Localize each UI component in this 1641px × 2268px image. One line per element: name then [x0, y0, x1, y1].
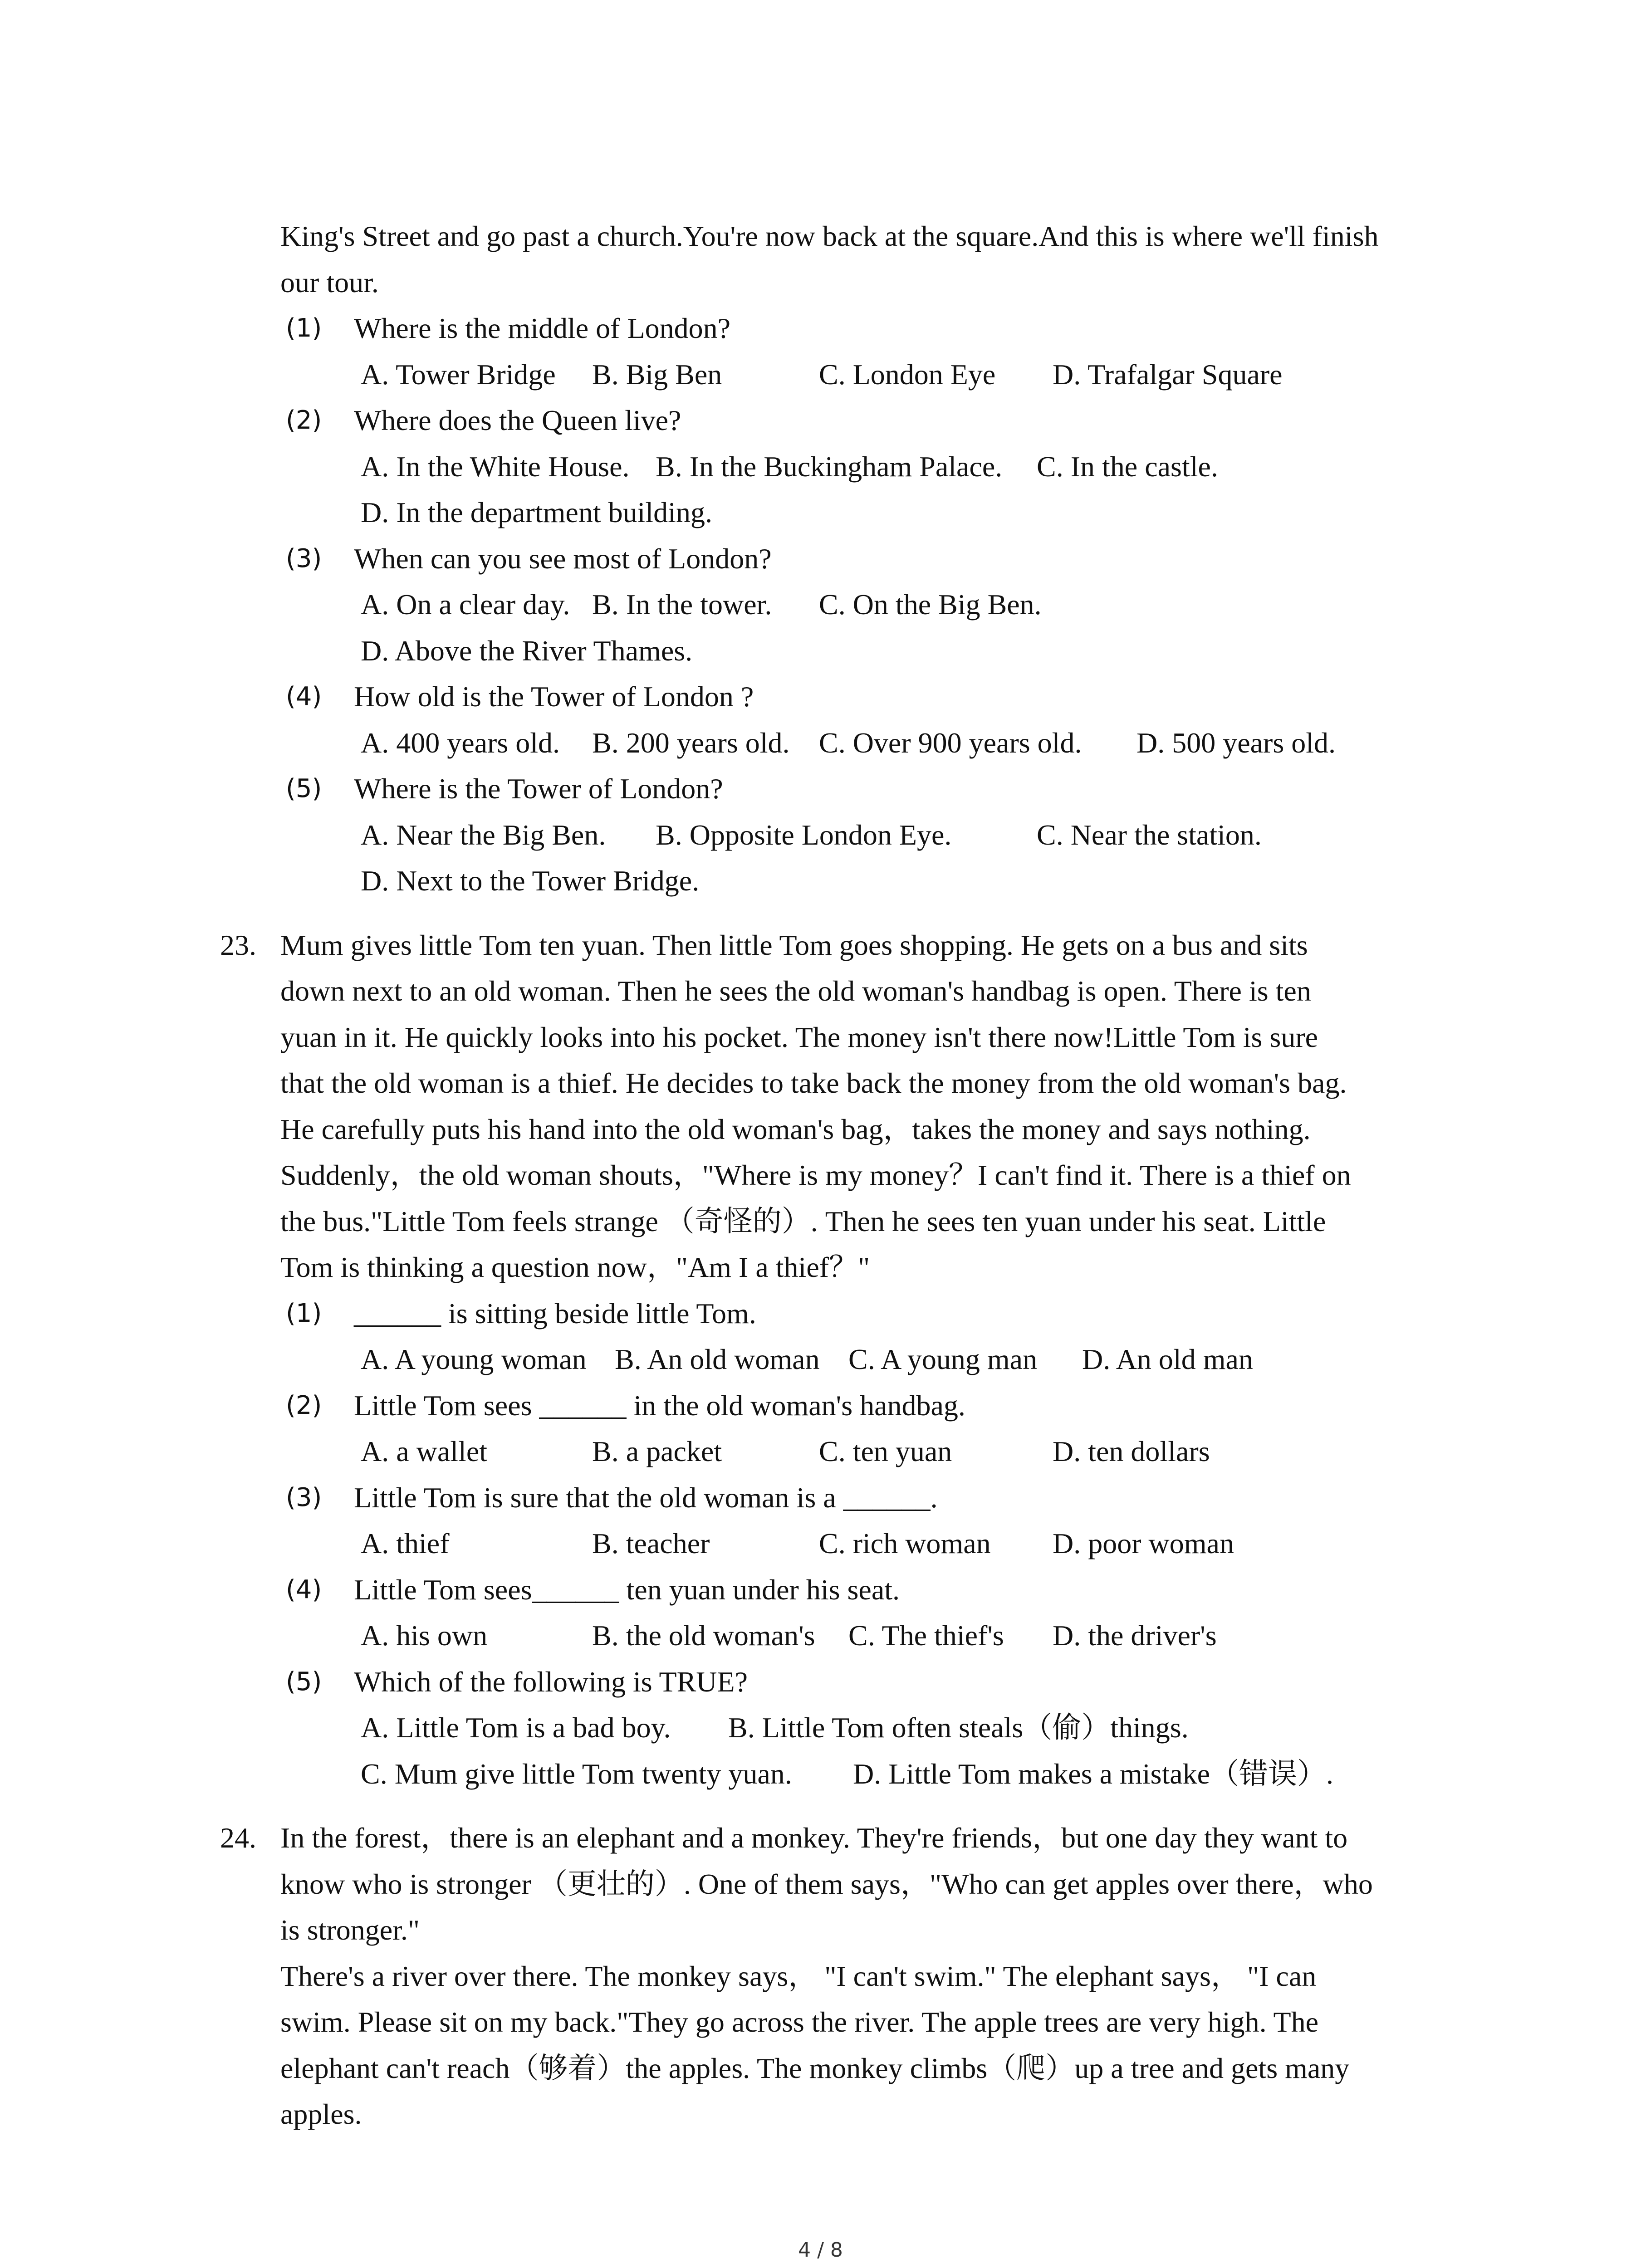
answer-option: C. ten yuan [819, 1435, 952, 1467]
subquestion-number: (3) [286, 1482, 322, 1512]
passage-line: In the forest，there is an elephant and a monkey. They're friends，but one day they want to [280, 1822, 1348, 1854]
question-passage [220, 922, 1472, 1290]
answer-option: A. his own [361, 1619, 488, 1652]
options-row [220, 582, 1472, 628]
subquestion-number: (5) [286, 1667, 322, 1696]
subquestion-text: Little Tom sees ______ in the old woman's handbag. [354, 1389, 965, 1422]
options-row [220, 812, 1472, 858]
answer-option: B. In the Buckingham Palace. [656, 450, 1003, 483]
options-row [220, 720, 1472, 766]
answer-option: B. In the tower. [592, 588, 772, 621]
options-row [220, 1428, 1472, 1475]
subquestion [220, 766, 1472, 812]
answer-option: C. In the castle. [1037, 450, 1218, 483]
subquestion-number: (2) [286, 406, 322, 435]
answer-option: A. In the White House. [361, 450, 630, 483]
answer-option: B. 200 years old. [592, 726, 790, 759]
subquestion-number: (4) [286, 1574, 322, 1604]
passage-line: yuan in it. He quickly looks into his pocket. The money isn't there now!Little Tom is sure [280, 1021, 1318, 1053]
q23-subquestions [220, 1290, 1472, 1797]
answer-option: D. An old man [1082, 1343, 1253, 1375]
subquestion [220, 305, 1472, 352]
subquestion-number: (3) [286, 543, 322, 573]
passage-continuation [220, 213, 1472, 305]
answer-option: C. On the Big Ben. [819, 588, 1042, 621]
options-row [220, 1520, 1472, 1567]
answer-option: B. Big Ben [592, 358, 722, 391]
answer-option: A. Near the Big Ben. [361, 818, 606, 851]
q22-subquestions [220, 305, 1472, 904]
answer-option: A. a wallet [361, 1435, 487, 1467]
options-row [220, 352, 1472, 398]
question-number: 23. [220, 929, 256, 961]
subquestion-text: Where is the middle of London? [354, 312, 730, 344]
subquestion-text: When can you see most of London? [354, 542, 772, 575]
answer-option: A. Little Tom is a bad boy. [361, 1711, 671, 1744]
subquestion-text: Little Tom sees______ ten yuan under his seat. [354, 1573, 900, 1606]
passage-line: King's Street and go past a church.You're now back at the square.And this is where we'll finish [280, 220, 1379, 252]
answer-option: C. Mum give little Tom twenty yuan. [361, 1757, 792, 1790]
answer-option: A. thief [361, 1527, 450, 1559]
answer-option: B. a packet [592, 1435, 722, 1467]
subquestion-text: How old is the Tower of London ? [354, 680, 754, 713]
subquestion [220, 1383, 1472, 1429]
subquestion-number: (2) [286, 1390, 322, 1420]
subquestion [220, 397, 1472, 444]
passage-line: There's a river over there. The monkey says， "I can't swim." The elephant says， "I can [280, 1960, 1317, 1992]
answer-option: B. Little Tom often steals（偷）things. [728, 1711, 1189, 1744]
answer-option: D. In the department building. [361, 496, 712, 528]
passage-line: Mum gives little Tom ten yuan. Then little Tom goes shopping. He gets on a bus and sits [280, 929, 1308, 961]
passage-line: down next to an old woman. Then he sees the old woman's handbag is open. There is ten [280, 975, 1311, 1007]
question-24 [220, 1815, 1472, 2137]
passage-line: elephant can't reach（够着）the apples. The monkey climbs（爬）up a tree and gets many [280, 2052, 1350, 2084]
answer-option: D. Trafalgar Square [1053, 358, 1283, 391]
subquestion-number: (5) [286, 774, 322, 803]
answer-option: C. The thief's [848, 1619, 1004, 1652]
answer-option: A. A young woman [361, 1343, 587, 1375]
options-row [220, 1613, 1472, 1659]
passage-line: Tom is thinking a question now，"Am I a thief？" [280, 1251, 870, 1283]
passage-line: Suddenly，the old woman shouts，"Where is my money？I can't find it. There is a thief on [280, 1159, 1351, 1191]
answer-option: C. rich woman [819, 1527, 991, 1559]
subquestion [220, 674, 1472, 720]
passage-line: apples. [280, 2098, 362, 2130]
passage-line: that the old woman is a thief. He decides to take back the money from the old woman's bag. [280, 1067, 1347, 1099]
answer-option: A. 400 years old. [361, 726, 560, 759]
passage-line: He carefully puts his hand into the old woman's bag，takes the money and says nothing. [280, 1113, 1311, 1145]
answer-option: A. On a clear day. [361, 588, 570, 621]
options-row [220, 628, 1472, 674]
answer-option: D. Next to the Tower Bridge. [361, 865, 700, 897]
page-content [220, 213, 1472, 2137]
subquestion-text: ______ is sitting beside little Tom. [354, 1297, 756, 1330]
passage-line: our tour. [280, 266, 379, 298]
question-number: 24. [220, 1822, 256, 1854]
subquestion [220, 536, 1472, 582]
subquestion [220, 1475, 1472, 1521]
answer-option: D. the driver's [1053, 1619, 1217, 1652]
answer-option: D. ten dollars [1053, 1435, 1210, 1467]
passage-line: the bus."Little Tom feels strange （奇怪的）. Then he sees ten yuan under his seat. Little [280, 1205, 1326, 1237]
subquestion [220, 1290, 1472, 1337]
subquestion-number: (1) [286, 1298, 322, 1328]
subquestion-text: Where does the Queen live? [354, 404, 681, 436]
options-row [220, 1751, 1472, 1797]
question-23 [220, 922, 1472, 1797]
subquestion-number: (4) [286, 682, 322, 711]
answer-option: C. A young man [848, 1343, 1038, 1375]
answer-option: C. London Eye [819, 358, 996, 391]
subquestion-text: Little Tom is sure that the old woman is a ______. [354, 1481, 938, 1514]
subquestion [220, 1659, 1472, 1705]
answer-option: B. An old woman [615, 1343, 820, 1375]
answer-option: D. 500 years old. [1136, 726, 1336, 759]
question-passage [220, 1815, 1472, 2137]
options-row [220, 858, 1472, 904]
passage-line: swim. Please sit on my back."They go across the river. The apple trees are very high. The [280, 2006, 1318, 2038]
subquestion-text: Where is the Tower of London? [354, 772, 723, 805]
answer-option: A. Tower Bridge [361, 358, 556, 391]
options-row [220, 489, 1472, 536]
answer-option: B. Opposite London Eye. [656, 818, 952, 851]
answer-option: C. Over 900 years old. [819, 726, 1082, 759]
page-number: 4 / 8 [798, 2239, 843, 2262]
answer-option: C. Near the station. [1037, 818, 1262, 851]
answer-option: D. Little Tom makes a mistake（错误）. [853, 1757, 1334, 1790]
answer-option: B. the old woman's [592, 1619, 815, 1652]
options-row [220, 1336, 1472, 1383]
subquestion-text: Which of the following is TRUE? [354, 1665, 748, 1698]
subquestion [220, 1567, 1472, 1613]
options-row [220, 444, 1472, 490]
options-row [220, 1705, 1472, 1751]
passage-line: know who is stronger （更壮的）. One of them says，"Who can get apples over there，who [280, 1867, 1373, 1900]
answer-option: B. teacher [592, 1527, 710, 1559]
passage-line: is stronger." [280, 1914, 420, 1946]
subquestion-number: (1) [286, 313, 322, 343]
answer-option: D. Above the River Thames. [361, 634, 693, 667]
answer-option: D. poor woman [1053, 1527, 1234, 1559]
